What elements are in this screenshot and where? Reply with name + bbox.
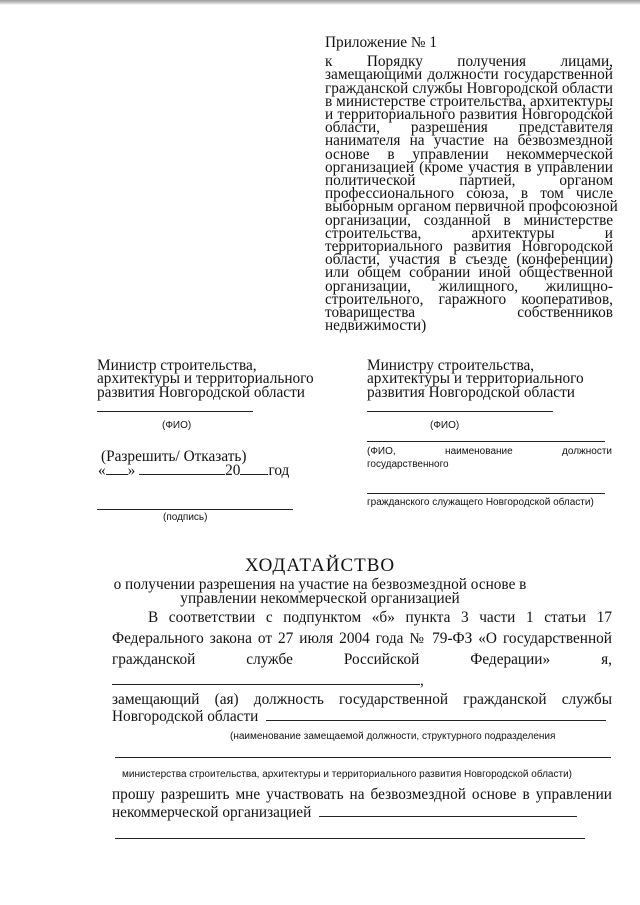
decision-date (98, 462, 289, 480)
organization-field[interactable] (319, 804, 577, 817)
appendix-line: организацией (кроме участия в управлении (325, 158, 613, 176)
appendix-line: профессионального союза, в том числе (325, 185, 613, 203)
subtitle-line: управлении некоммерческой организацией (180, 590, 460, 607)
position-field[interactable] (266, 708, 606, 721)
applicant-name-row (112, 672, 424, 690)
organization-field-continued[interactable] (115, 838, 585, 839)
comma: , (420, 672, 424, 689)
ministry-caption: министерства строительства, архитектуры и территориального развития Новгородской области) (122, 769, 572, 780)
minister-line: Министр строительства, (97, 357, 257, 374)
paragraph-line: гражданской службе Российской Федерации» я, (112, 651, 612, 668)
appendix-line: области, участия в съезде (конференции) (325, 251, 613, 269)
appendix-block (325, 34, 618, 335)
caption-name: наименование (445, 446, 513, 457)
appendix-line: в министерстве строительства, архитектуры (325, 92, 613, 110)
minister-line: архитектуры и территориального (97, 370, 314, 388)
date-year-label: год (268, 462, 290, 479)
date-day-field[interactable] (106, 462, 128, 475)
appendix-line: территориального развития Новгородской (325, 238, 613, 256)
appendix-line: товарищества собственников (325, 304, 613, 322)
scan-edge (0, 0, 640, 5)
applicant-caption-line3: гражданского служащего Новгородской области) (367, 497, 594, 508)
appendix-heading: Приложение № 1 (325, 34, 437, 51)
applicant-position-field[interactable] (367, 493, 605, 494)
caption-fio: (ФИО, (367, 446, 396, 457)
petition-title: ХОДАТАЙСТВО (244, 555, 396, 576)
addressee-line: развития Новгородской области (367, 383, 575, 401)
appendix-line: области, разрешения представителя (325, 119, 613, 137)
minister-block (97, 359, 337, 399)
paragraph-line: В соответствии с подпунктом «б» пункта 3 части 1 статьи 17 (148, 609, 612, 626)
position-caption: (наименование замещаемой должности, структурного подразделения (230, 731, 556, 742)
addressee-fio-caption: (ФИО) (430, 420, 460, 431)
date-month-field[interactable] (139, 462, 225, 475)
addressee-fio-field[interactable] (367, 411, 553, 412)
appendix-line: выборным органом первичной профсоюзной (325, 198, 618, 216)
addressee-line: архитектуры и территориального (367, 370, 584, 388)
appendix-line: и территориального развития Новгородской (325, 106, 613, 124)
subtitle-line: о получении разрешения на участие на безвозмездной основе в (113, 576, 527, 593)
petition-subtitle (0, 578, 640, 606)
applicant-name-field[interactable] (112, 672, 420, 685)
appendix-line: строительства, архитектуры и (325, 224, 613, 242)
signature-field[interactable] (97, 509, 293, 510)
applicant-caption-line2: государственного (367, 459, 449, 470)
paragraph-line: замещающий (ая) должность государственной гражданской службы (112, 691, 612, 708)
region-label: Новгородской области (112, 708, 259, 725)
minister-fio-caption: (ФИО) (162, 420, 192, 431)
organization-label: некоммерческой организацией (112, 804, 312, 821)
appendix-line: или общем собрании иной общественной (325, 264, 613, 282)
applicant-caption-row (367, 446, 612, 457)
appendix-line: недвижимости) (325, 317, 427, 335)
paragraph-line: Федерального закона от 27 июля 2004 года № 79-ФЗ «О государственной (112, 630, 612, 647)
minister-fio-field[interactable] (97, 411, 253, 412)
addressee-block (367, 359, 617, 399)
region-row (112, 708, 606, 726)
department-field[interactable] (115, 757, 611, 758)
date-century: 20 (225, 462, 241, 479)
date-quote-open: « (98, 462, 106, 479)
signature-caption: (подпись) (163, 512, 208, 523)
appendix-line: гражданской службы Новгородской области (325, 79, 613, 97)
appendix-line: основе в управлении некоммерческой (325, 145, 613, 163)
paragraph-line: прошу разрешить мне участвовать на безвозмездной основе в управлении (112, 786, 612, 803)
organization-row (112, 804, 577, 822)
appendix-line: политической партией, органом (325, 172, 613, 190)
date-quote-close: » (127, 462, 136, 479)
applicant-fio-field[interactable] (367, 441, 605, 442)
date-year-field[interactable] (240, 462, 268, 475)
decision-label: (Разрешить/ Отказать) (101, 448, 247, 465)
caption-position: должности (562, 446, 612, 457)
appendix-line: к Порядку получения лицами, (325, 53, 613, 71)
addressee-line: Министру строительства, (367, 357, 535, 374)
appendix-line: организации, созданной в министерстве (325, 211, 613, 229)
appendix-line: строительного, гаражного кооперативов, (325, 290, 613, 308)
minister-line: развития Новгородской области (97, 383, 305, 401)
appendix-line: нанимателя на участие на безвозмездной (325, 132, 613, 150)
appendix-line: замещающими должности государственной (325, 66, 613, 84)
appendix-line: организации, жилищного, жилищно- (325, 277, 613, 295)
